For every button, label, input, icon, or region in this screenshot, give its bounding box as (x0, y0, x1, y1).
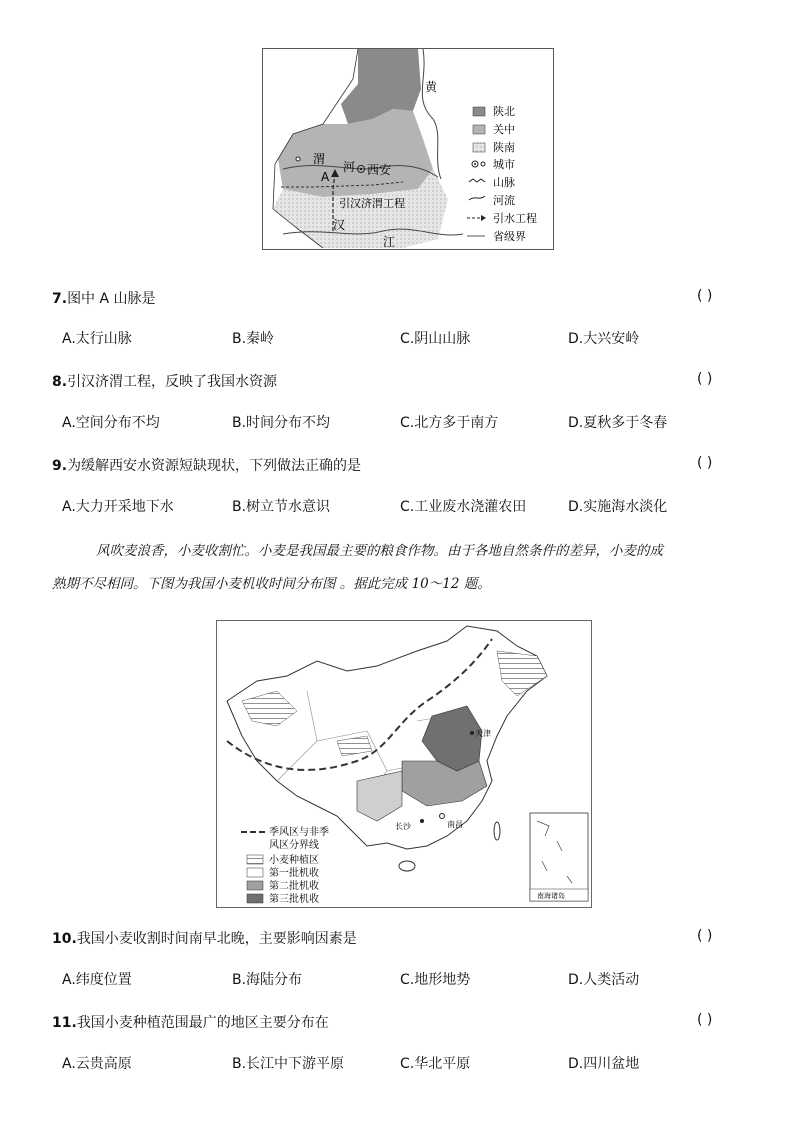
q8-option-b[interactable]: B.时间分布不均 (232, 415, 331, 431)
label-project: 引汉济渭工程 (339, 197, 405, 210)
q11-option-c[interactable]: C.华北平原 (400, 1056, 471, 1072)
label-a: A (321, 170, 330, 184)
svg-text:季风区与非季: 季风区与非季 (269, 827, 329, 838)
intro-line-2: 熟期不尽相同。下图为我国小麦机收时间分布图 。据此完成 10～12 题。 (52, 576, 491, 592)
city-changsha: 长沙 (395, 822, 411, 831)
question-11: 11.我国小麦种植范围最广的地区主要分布在 (52, 1015, 329, 1031)
q8-option-d[interactable]: D.夏秋多于冬春 (568, 415, 668, 431)
intro-line-1: 风吹麦浪香，小麦收割忙。小麦是我国最主要的粮食作物。由于各地自然条件的差异，小麦的成 (96, 543, 663, 559)
q8-option-c[interactable]: C.北方多于南方 (400, 415, 499, 431)
svg-text:小麦种植区: 小麦种植区 (269, 855, 319, 866)
q11-option-a[interactable]: A.云贵高原 (62, 1056, 132, 1072)
question-7: 7.图中 A 山脉是 (52, 291, 156, 307)
answer-bracket-7[interactable]: ( ) (697, 288, 713, 304)
city-nanchang: 南昌 (447, 820, 463, 829)
label-wei: 渭 (313, 152, 326, 166)
q7-option-a[interactable]: A.太行山脉 (62, 331, 132, 347)
svg-text:第二批机收: 第二批机收 (269, 881, 319, 892)
svg-text:城市: 城市 (493, 158, 515, 171)
label-xian: 西安 (367, 163, 392, 177)
q11-option-d[interactable]: D.四川盆地 (568, 1056, 640, 1072)
q7-option-b[interactable]: B.秦岭 (232, 331, 275, 347)
intro-paragraph (52, 535, 752, 601)
svg-text:第一批机收: 第一批机收 (269, 868, 319, 879)
svg-text:山脉: 山脉 (493, 176, 515, 189)
svg-text:引水工程: 引水工程 (493, 212, 537, 225)
city-tianjin: 天津 (475, 729, 491, 738)
answer-bracket-10[interactable]: ( ) (697, 928, 713, 944)
svg-text:风区分界线: 风区分界线 (269, 840, 319, 851)
svg-text:陕南: 陕南 (493, 141, 515, 154)
inset-label: 南海诸岛 (537, 892, 565, 900)
question-8: 8.引汉济渭工程，反映了我国水资源 (52, 374, 278, 390)
answer-bracket-9[interactable]: ( ) (697, 455, 713, 471)
q10-option-c[interactable]: C.地形地势 (400, 972, 471, 988)
map2-legend (241, 825, 329, 905)
q9-option-a[interactable]: A.大力开采地下水 (62, 499, 174, 515)
q11-option-b[interactable]: B.长江中下游平原 (232, 1056, 345, 1072)
map1-legend (467, 104, 537, 243)
q9-option-c[interactable]: C.工业废水浇灌农田 (400, 499, 527, 515)
q9-option-d[interactable]: D.实施海水淡化 (568, 499, 668, 515)
svg-text:第三批机收: 第三批机收 (269, 894, 319, 905)
label-huang: 黄 (425, 80, 438, 94)
label-he: 河 (343, 160, 356, 174)
svg-text:关中: 关中 (493, 123, 515, 136)
q10-option-b[interactable]: B.海陆分布 (232, 972, 303, 988)
svg-text:省级界: 省级界 (493, 230, 526, 243)
answer-bracket-8[interactable]: ( ) (697, 371, 713, 387)
answer-bracket-11[interactable]: ( ) (697, 1012, 713, 1028)
svg-text:河流: 河流 (493, 194, 515, 207)
south-sea-inset (530, 813, 588, 901)
question-10: 10.我国小麦收割时间南早北晚，主要影响因素是 (52, 931, 357, 947)
q10-option-d[interactable]: D.人类活动 (568, 972, 640, 988)
shaanxi-map (262, 48, 554, 250)
label-han: 汉 (333, 218, 346, 232)
svg-text:陕北: 陕北 (493, 105, 515, 118)
question-9: 9.为缓解西安水资源短缺现状，下列做法正确的是 (52, 458, 362, 474)
q9-option-b[interactable]: B.树立节水意识 (232, 499, 331, 515)
label-jiang: 江 (383, 235, 396, 249)
q8-option-a[interactable]: A.空间分布不均 (62, 415, 160, 431)
q10-option-a[interactable]: A.纬度位置 (62, 972, 132, 988)
q7-option-c[interactable]: C.阴山山脉 (400, 331, 471, 347)
china-wheat-map (216, 620, 592, 908)
q7-option-d[interactable]: D.大兴安岭 (568, 331, 640, 347)
